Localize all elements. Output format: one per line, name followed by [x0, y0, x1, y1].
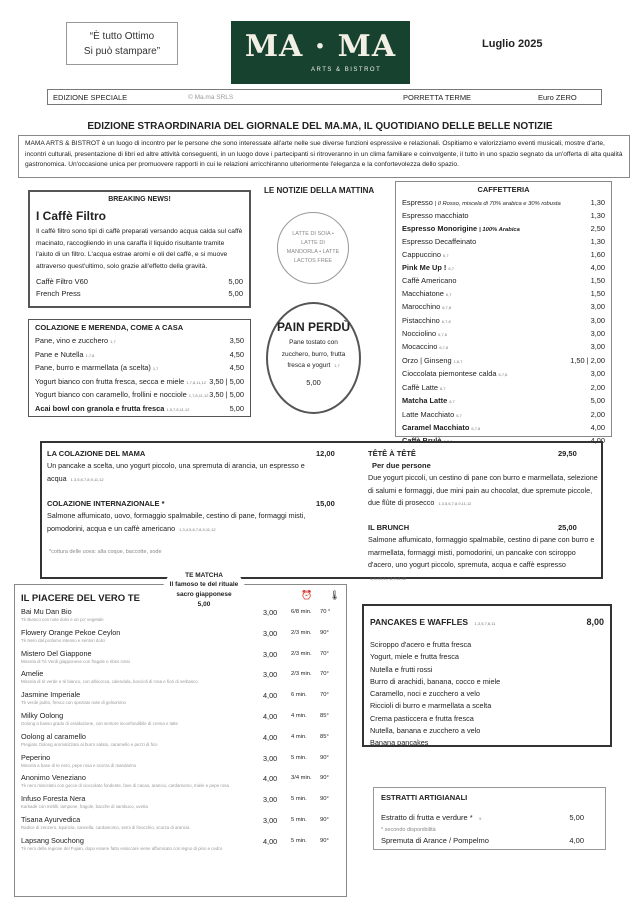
tat-allergens: 1,3,5,6,7,8,9,11,12: [438, 501, 472, 506]
tat-sub: Per due persone: [372, 461, 431, 470]
menu-item: [402, 301, 605, 314]
menu-item: [402, 355, 605, 368]
tea-time: 5 min.: [291, 816, 307, 823]
tat-price: 29,50: [558, 449, 577, 458]
tea-temp: 85°: [320, 733, 329, 740]
tea-temp: 70°: [320, 692, 329, 699]
menu-item-price: 1,60: [590, 249, 605, 259]
info-copyright: © Ma.ma SRLS: [188, 94, 234, 101]
menu-item-note: | 100% Arabica: [479, 226, 520, 233]
breaking-label: BREAKING NEWS!: [108, 196, 171, 203]
colazione-merenda-title: COLAZIONE E MERENDA, COME A CASA: [35, 323, 184, 332]
menu-item-price: 3,50 | 5,00: [209, 376, 244, 386]
brunch-price: 25,00: [558, 523, 577, 532]
intl-title: COLAZIONE INTERNAZIONALE *: [47, 499, 165, 508]
brunch-desc: [368, 534, 598, 585]
tea-name: Milky Oolong: [21, 710, 64, 720]
menu-item-left: [402, 275, 457, 287]
menu-item-left: [402, 236, 476, 248]
menu-item-price: 2,50: [590, 223, 605, 233]
allergen-codes: 1,7,8,11,12: [186, 379, 206, 385]
tea-desc: Miscela di tè verde e tè bianco, con albicocca, calendula, boccioli di rosa e fiori di verbasco: [21, 679, 198, 685]
tea-temp: 85°: [320, 712, 329, 719]
menu-item-left: [35, 335, 116, 349]
menu-item-left: [402, 382, 446, 395]
menu-item-price: 3,00: [590, 315, 605, 325]
info-location: PORRETTA TERME: [403, 93, 472, 102]
estratti-box: [373, 787, 606, 850]
allergen-codes: 6,7,8: [471, 425, 481, 431]
menu-item-price: 3,50 | 5,00: [209, 390, 244, 399]
menu-item-left: [402, 328, 447, 341]
menu-item-name: Matcha Latte: [402, 396, 448, 406]
allergen-codes: 6,7: [440, 385, 446, 391]
allergen-codes: 1,7: [152, 366, 159, 371]
quote-line-1: “È tutto Ottimo: [89, 31, 155, 42]
brunch-text: Salmone affumicato, formaggio spalmabile, cestino di pane con burro e marmellata, formaggi misti, pomodorini, un pancake con sciroppo d'acero, uno yogurt piccolo, spremuta, acqua e caffè espresso: [368, 535, 595, 569]
pancakes-header: [370, 612, 604, 630]
menu-item-name: Orzo | Ginseng: [402, 355, 452, 365]
pancake-option: Yogurt, miele e frutta fresca: [370, 652, 459, 662]
tea-name: Tisana Ayurvedica: [21, 814, 81, 824]
tea-item: [21, 732, 343, 753]
pancakes-price: 8,00: [586, 617, 604, 627]
menu-item-left: [402, 249, 449, 262]
menu-item-price: 3,00: [590, 329, 605, 339]
estratti-item-allergens: 9: [479, 816, 482, 821]
milk-circle: [277, 212, 349, 284]
menu-item-price: 1,30: [590, 198, 605, 207]
breaking-item: [36, 289, 243, 298]
tea-desc: Tè nero miscelato con gocce di cioccolato fondente, fave di cacao, arancio, cardamomo, miele e pepe rosa: [21, 783, 229, 789]
tea-item: [21, 753, 343, 774]
tea-desc: Miscela di Tè Verdi giapponese con fragole e ribes rossi: [21, 658, 130, 664]
item-name: French Press: [36, 289, 81, 298]
mama-title: LA COLAZIONE DEL MAMA: [47, 449, 146, 458]
menu-item: [35, 335, 244, 349]
intl-text: Salmone affumicato, uovo, formaggio spalmabile, cestino di pane, formaggi misti, pomodorini, acqua e un caffè americano: [47, 511, 306, 533]
pain-perdu-text: Pane tostato con zucchero, burro, frutta fresca e yogurt: [281, 339, 346, 369]
tea-price: 4,00: [263, 711, 278, 721]
estratti-item-price: 5,00: [569, 813, 584, 822]
tea-name: Anonimo Veneziano: [21, 773, 86, 783]
pain-perdu-allergens: 1,7: [334, 363, 340, 368]
menu-item: [402, 368, 605, 381]
pancake-option: Riccioli di burro e marmellata a scelta: [370, 701, 492, 711]
milk-options: LATTE DI SOIA • LATTE DI MANDORLA • LATTE LACTOS FREE: [286, 231, 340, 264]
allergen-codes: 1,6,7: [453, 358, 463, 364]
pancake-option: Caramello, noci e zucchero a velo: [370, 689, 480, 699]
menu-item-price: 4,00: [590, 436, 605, 446]
menu-item-name: Yogurt bianco con frutta fresca, secca e miele: [35, 376, 185, 386]
menu-item: [35, 376, 244, 390]
brunch-title: IL BRUNCH: [368, 523, 410, 532]
quote-line-2: Si può stampare”: [83, 46, 161, 57]
allergen-codes: 6,7,8: [498, 372, 508, 378]
tea-time: 4 min.: [291, 733, 307, 740]
menu-item-name: Espresso Monorigine: [402, 223, 478, 233]
pancake-option: Crema pasticcera e frutta fresca: [370, 713, 474, 723]
menu-item-name: Caffè Latte: [402, 382, 439, 392]
tea-temp: 90°: [320, 754, 329, 761]
menu-item-name: Caffè Brulè: [402, 436, 442, 446]
tea-item: [21, 690, 343, 711]
breaking-title: I Caffè Filtro: [36, 209, 107, 223]
menu-item-price: 5,00: [590, 396, 605, 406]
mama-text: Un pancake a scelta, uno yogurt piccolo, una spremuta di arancia, un espresso e acqua: [47, 461, 305, 483]
menu-item-left: [402, 422, 480, 435]
menu-item-name: Pane, vino e zucchero: [35, 336, 109, 345]
menu-item-note: | Il Rosso, miscela di 70% arabica e 30% robusta: [434, 201, 561, 207]
pancake-option: Banana pancakes: [370, 738, 429, 748]
allergen-codes: 1,5,7,8,11,12: [166, 406, 190, 412]
te-list: [21, 607, 343, 857]
allergen-codes: 6,7,8: [439, 345, 449, 351]
item-price: 5,00: [228, 277, 243, 286]
tea-temp: 70°: [320, 671, 329, 678]
intl-price: 15,00: [316, 499, 335, 508]
tea-time: 5 min.: [291, 754, 307, 761]
menu-item-name: Caffè Americano: [402, 276, 457, 286]
estratti-title: ESTRATTI ARTIGIANALI: [381, 793, 468, 802]
tea-desc: Radice di zenzero, liquirizia, cannella, cardamomo, semi di finocchio, scorza di arancia: [21, 824, 190, 830]
menu-item-price: 3,00: [590, 302, 605, 312]
allergen-codes: 6,7,8: [441, 318, 451, 324]
tea-item: [21, 815, 343, 836]
menu-item: [402, 249, 605, 262]
tea-desc: Miscela a base di te nero, pepe rosa e scorza di mandarino: [21, 762, 137, 768]
tea-item: [21, 773, 343, 794]
timer-icon: ⏰: [301, 590, 313, 600]
menu-item-name: Acai bowl con granola e frutta fresca: [35, 403, 165, 413]
menu-item-name: Cappuccino: [402, 249, 442, 259]
tea-desc: Tè Bianco con note dolci e un po' vegetale: [21, 617, 104, 622]
tea-price: 3,00: [263, 795, 278, 805]
menu-item: [402, 275, 605, 287]
matcha-desc: Il famoso te del rituale sacro giapponese: [169, 581, 239, 598]
tea-time: 3/4 min.: [291, 775, 312, 782]
menu-item-price: 3,00: [590, 369, 605, 379]
caffetteria-title: CAFFETTERIA: [477, 185, 530, 194]
intro-text: MAMA ARTS & BISTROT è un luogo di incontro per le persone che sono interessate all'arte nelle sue diverse funzioni espressive e relazionali. Ospitiamo e valorizziamo eventi musicali, mostre d'arte, incontri culturali, presentazione di libri ed altre attività conseguenti, in un luogo dove i partecipanti si ritroveranno in un clima familiare e coinvolgente, il tutto in uno spazio segnato da un'offerta di alta qualità gastronomica. Un'occasione unica per promuovere rapporti in cui le relazioni arricchiranno ulteriormente l'eleganza e la confortevolezza dello spazio.: [25, 140, 623, 168]
menu-item: [402, 210, 605, 222]
menu-item-left: [402, 288, 451, 301]
te-title: IL PIACERE DEL VERO TE: [21, 593, 140, 604]
tea-desc: Oolong a basso grado di ossidazione, con sentore inconfondibile di crema e latte: [21, 720, 178, 726]
item-name: Caffè Filtro V60: [36, 277, 88, 286]
estratti-item-name: Spremuta di Arance / Pompelmo: [381, 836, 489, 845]
tea-desc: Pregiato Oolong aromatizzato al burro salato, caramello e pezzi di fico: [21, 741, 158, 747]
breaking-news-box: [28, 190, 251, 308]
intl-desc: [47, 510, 332, 536]
tea-time: 5 min.: [291, 837, 307, 844]
menu-item: [402, 262, 605, 275]
tea-time: 2/3 min.: [291, 650, 312, 657]
menu-item: [402, 382, 605, 395]
pain-perdu-desc: [268, 334, 359, 372]
allergen-codes: 6,7,8: [442, 305, 452, 311]
menu-item-price: 1,50 | 2,00: [570, 355, 605, 365]
pain-perdu-circle: [266, 302, 361, 414]
menu-item-price: 4,50: [229, 349, 244, 359]
allergen-codes: 1,7,8,11,12: [188, 393, 209, 398]
estratti-item-name-wrap: [381, 807, 481, 825]
menu-item: [402, 288, 605, 301]
menu-item-name: Latte Macchiato: [402, 409, 455, 419]
info-bar: [47, 89, 602, 105]
tea-time: 6/8 min.: [291, 609, 312, 615]
estratti-item: [381, 807, 598, 825]
mama-allergens: 1,3,5,6,7,8,9,11,12: [70, 476, 104, 482]
menu-item-name: Pane e Nutella: [35, 349, 84, 359]
tea-price: 3,00: [263, 815, 278, 825]
tat-text: Due yogurt piccoli, un cestino di pane con burro e marmellata, selezione di salumi e formaggi, due mini pain au chocolat, due spremute piccole, due flûte di prosecco: [368, 473, 598, 507]
menu-item-price: 4,00: [590, 263, 605, 273]
menu-item-left: [35, 376, 206, 390]
info-edition: EDIZIONE SPECIALE: [53, 93, 128, 102]
colazione-mama-box: [40, 441, 603, 579]
menu-item-price: 1,50: [590, 276, 605, 286]
tea-name: Oolong al caramello: [21, 731, 86, 741]
tat-desc: [368, 472, 598, 511]
allergen-codes: 6,7: [449, 399, 455, 405]
pancakes-box: [362, 604, 612, 747]
menu-item-price: 4,50: [229, 363, 244, 372]
pancakes-list: [370, 639, 604, 750]
menu-item: [35, 389, 244, 403]
tea-time: 4 min.: [291, 712, 307, 719]
menu-item-price: 5,00: [229, 403, 244, 413]
menu-item-left: [35, 403, 189, 417]
tea-price: 3,00: [263, 628, 278, 638]
tea-time: 5 min.: [291, 796, 307, 803]
menu-item-left: [402, 210, 469, 222]
menu-item-left: [402, 341, 448, 354]
menu-item: [35, 403, 244, 417]
tea-name: Jasmine Imperiale: [21, 690, 81, 700]
tea-time: 6 min.: [291, 692, 307, 699]
caffetteria-box: [395, 181, 612, 446]
pain-perdu-price: 5,00: [306, 377, 321, 387]
tea-time: 2/3 min.: [291, 671, 312, 678]
mama-desc: [47, 460, 317, 486]
pancake-option: Sciroppo d'acero e frutta fresca: [370, 640, 472, 649]
tea-temp: 90°: [320, 629, 329, 636]
tea-temp: 90°: [320, 816, 329, 823]
menu-item: [402, 422, 605, 435]
menu-item-left: [402, 395, 455, 408]
menu-item-name: Pistacchino: [402, 315, 440, 325]
menu-item-left: [402, 197, 561, 210]
info-price: Euro ZERO: [538, 93, 577, 102]
menu-item-price: 3,50: [229, 336, 244, 345]
tea-price: 3,00: [263, 670, 278, 680]
menu-item-name: Caramel Macchiato: [402, 422, 470, 432]
matcha-title: TE MATCHA: [185, 572, 223, 579]
menu-item: [402, 223, 605, 236]
intro-box: [18, 135, 630, 178]
quote-box: [66, 22, 178, 65]
logo: [231, 21, 410, 84]
menu-item-left: [402, 409, 462, 422]
menu-item: [402, 328, 605, 341]
menu-item-price: 1,30: [590, 237, 605, 247]
allergen-codes: 6,7: [456, 412, 462, 418]
issue-date: Luglio 2025: [482, 38, 543, 50]
menu-item: [402, 315, 605, 328]
allergen-codes: 1,7,8: [85, 352, 95, 358]
tea-temp: 90°: [320, 796, 329, 803]
colazione-merenda-box: [28, 319, 251, 417]
menu-item-name: Pink Me Up !: [402, 263, 447, 273]
menu-item-left: [402, 315, 451, 328]
estratti-item: [381, 836, 598, 845]
tea-desc: Tè verde pulito, fresco con speziato note di gelsomino: [21, 700, 126, 706]
tea-name: Amelie: [21, 669, 44, 679]
thermometer-icon: 🌡: [329, 590, 341, 600]
tea-temp: 70°: [320, 650, 329, 657]
menu-item-name: Espresso macchiato: [402, 211, 469, 221]
menu-item-price: 3,00: [590, 342, 605, 352]
menu-item-left: [35, 349, 94, 363]
menu-item-price: 2,00: [590, 409, 605, 419]
tea-name: Mistero Del Giappone: [21, 648, 92, 658]
item-price: 5,00: [228, 289, 243, 298]
menu-item-left: [402, 262, 454, 275]
tea-temp: 70 °: [320, 609, 331, 615]
headline: EDIZIONE STRAORDINARIA DEL GIORNALE DEL MA.MA, IL QUOTIDIANO DELLE BELLE NOTIZIE: [87, 121, 553, 132]
tea-name: Peperino: [21, 752, 51, 762]
estratti-item-name: Estratto di frutta e verdure *: [381, 813, 473, 822]
menu-item: [35, 362, 244, 376]
tea-item: [21, 794, 343, 815]
pancakes-allergens: 1,3,5,7,8,11: [474, 621, 496, 626]
colazione-merenda-list: [35, 335, 244, 416]
pancake-option: Nutella, banana e zucchero a velo: [370, 726, 481, 736]
allergen-codes: 6,7,8: [438, 332, 448, 338]
allergen-codes: 6,7: [445, 291, 452, 297]
menu-item: [402, 236, 605, 248]
tea-item: [21, 669, 343, 690]
menu-item: [402, 409, 605, 422]
allergen-codes: 6,7,8: [443, 439, 453, 445]
menu-item: [402, 197, 605, 210]
menu-item-name: Espresso Decaffeinato: [402, 237, 477, 247]
caffetteria-list: [402, 197, 605, 449]
menu-item-name: Mocaccino: [402, 342, 438, 352]
tea-price: 4,00: [263, 691, 278, 701]
tea-desc: Tè Nero dal profumo intenso e sentori dolci: [21, 637, 105, 643]
tea-desc: Tè nero della regione del Fujian, dopo essere fatto essiccare viene affumicato con legno di pino e cedro: [21, 845, 223, 851]
menu-item-price: 1,30: [590, 211, 605, 221]
tea-name: Lapsang Souchong: [21, 835, 84, 845]
pancakes-title-wrap: [370, 612, 495, 630]
tea-price: 4,00: [263, 732, 278, 742]
matcha-circle: [160, 558, 248, 646]
menu-item: [402, 341, 605, 354]
menu-item-name: Nocciolino: [402, 329, 437, 339]
menu-item-left: [35, 389, 208, 403]
menu-item-left: [402, 223, 520, 236]
menu-item: [402, 395, 605, 408]
estratti-note: * secondo disponibilità: [381, 827, 436, 833]
breaking-text: Il caffè filtro sono tipi di caffè preparati versando acqua calda sul caffè macinato, raccogliendo in una caraffa il liquido risultante tramite l'aiuto di un filtro. L'acqua estrae aromi e oli del caffè, e si muove attraverso quest'ultimo, solo grazie all'effetto della gravità.: [36, 228, 243, 270]
breaking-item: [36, 277, 243, 286]
tea-temp: 90°: [320, 837, 329, 844]
menu-item-name: Macchiatone: [402, 288, 444, 298]
tea-item: [21, 649, 343, 670]
menu-item-name: Yogurt bianco con caramello, frollini e nocciole: [35, 390, 187, 399]
tea-name: Infuso Foresta Nera: [21, 794, 86, 804]
menu-item-name: Cioccolata piemontese calda: [402, 369, 497, 379]
menu-item-name: Marocchino: [402, 302, 441, 312]
pain-perdu-title: PAIN PERDÙ: [276, 320, 351, 334]
logo-text: MA · MA: [244, 29, 397, 64]
menu-item-left: [402, 368, 507, 381]
menu-item-name: Espresso: [402, 198, 433, 207]
tea-item: [21, 836, 343, 857]
menu-item-left: [35, 362, 158, 376]
tea-price: 4,00: [263, 774, 278, 784]
allergen-codes: 6,7: [443, 252, 449, 258]
tea-price: 3,00: [263, 649, 278, 659]
menu-item-price: 1,50: [590, 288, 605, 298]
estratti-item-price: 4,00: [569, 836, 584, 845]
mama-note: *cottura delle uova: alla coque, baccotte, sode: [49, 549, 162, 555]
tea-price: 4,00: [263, 836, 278, 846]
tea-price: 3,00: [263, 753, 278, 763]
tea-name: Flowery Orange Pekoe Ceylon: [21, 627, 121, 637]
intl-allergens: 1,3,4,5,6,7,8,9,11,12: [179, 526, 216, 532]
notizie-title: LE NOTIZIE DELLA MATTINA: [264, 186, 375, 195]
mama-price: 12,00: [316, 449, 335, 458]
tea-temp: 90°: [320, 775, 329, 782]
menu-item: [35, 349, 244, 363]
brunch-allergens: 1,3,4,5,6,7,8,9,11,12: [370, 575, 407, 581]
menu-item-left: [402, 355, 462, 368]
menu-item-left: [402, 301, 451, 314]
tea-desc: Karkadè con mirtilli, lampone, fragole, bacche di sambuco, uvetta: [21, 804, 148, 810]
tea-price: 3,00: [263, 608, 278, 617]
menu-item-price: 2,00: [590, 382, 605, 392]
pancake-option: Nutella e frutti rossi: [370, 664, 433, 674]
pancake-option: Burro di arachidi, banana, cocco e miele: [370, 676, 501, 686]
tea-time: 2/3 min.: [291, 629, 312, 636]
allergen-codes: 6,7: [448, 266, 454, 272]
allergen-codes: 1,7: [110, 339, 116, 344]
logo-subtitle: ARTS & BISTROT: [311, 67, 382, 73]
pancakes-title: PANCAKES E WAFFLES: [370, 617, 469, 627]
menu-item-price: 4,00: [590, 422, 605, 432]
tea-name: Bai Mu Dan Bio: [21, 607, 72, 616]
menu-item-name: Pane, burro e marmellata (a scelta): [35, 363, 151, 372]
tea-item: [21, 711, 343, 732]
tat-title: TÊTÊ À TÊTÊ: [368, 449, 416, 458]
matcha-price: 5,00: [197, 601, 211, 608]
